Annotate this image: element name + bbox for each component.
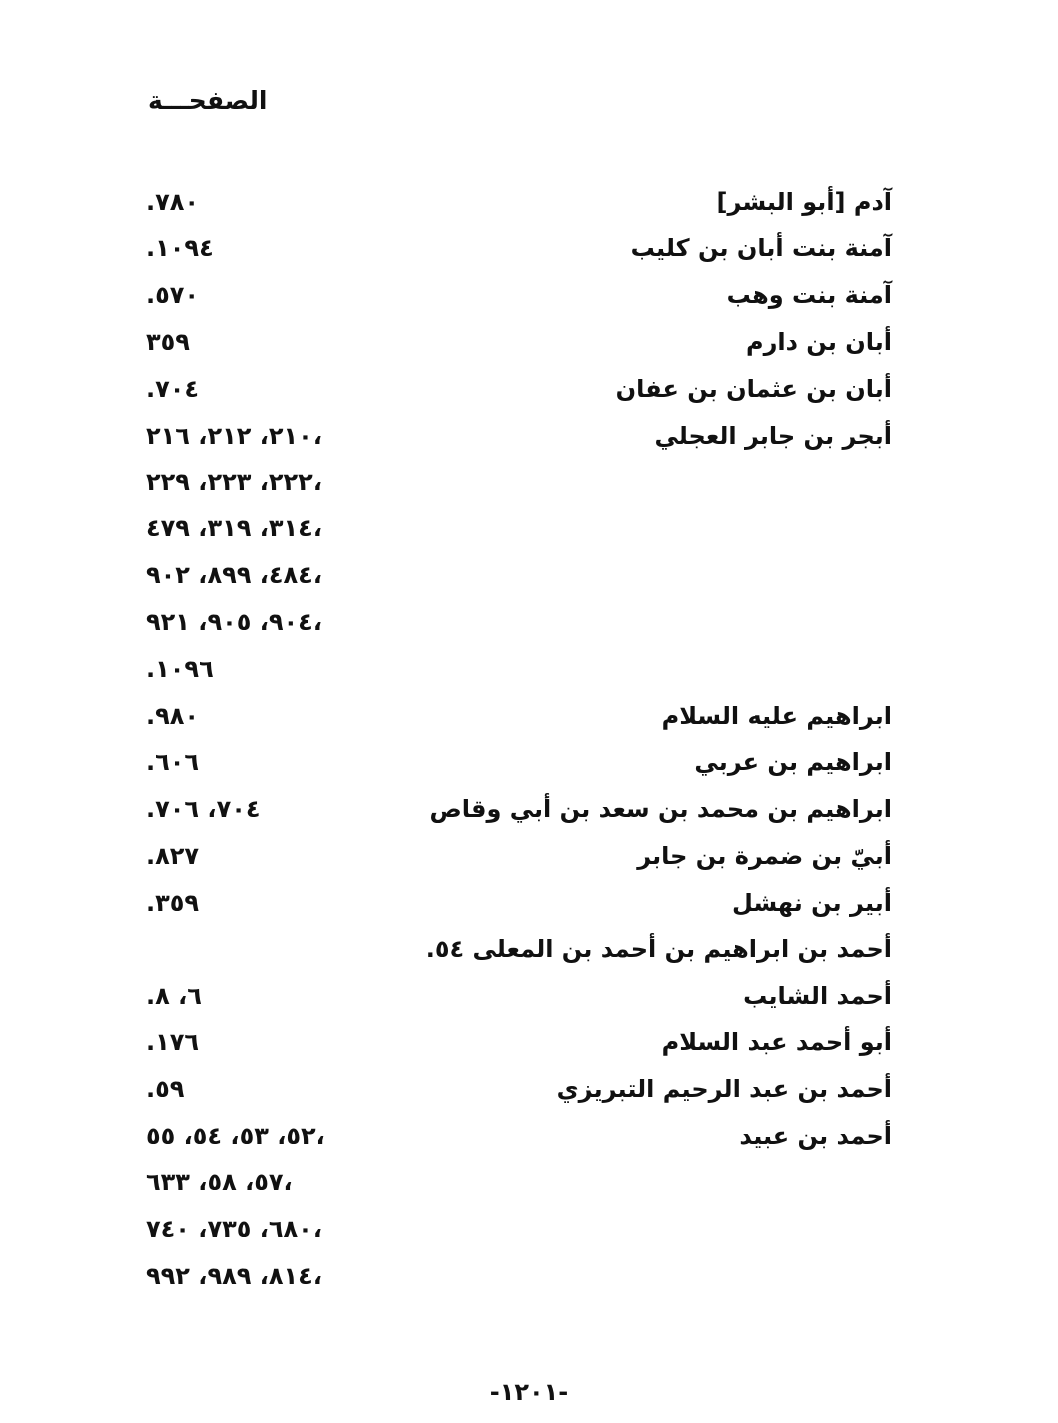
entry-pages: .٧٠٤ xyxy=(146,375,200,403)
entry-name: أبير بن نهشل xyxy=(732,889,892,917)
entry-pages: ٩٠٤، ٩٠٥، ٩٢١، xyxy=(146,608,322,636)
entry-name: ابراهيم بن عربي xyxy=(694,748,892,776)
entry-pages: .٦، ٨ xyxy=(146,982,202,1010)
entry-name: آمنة بنت أبان بن كليب xyxy=(630,234,892,262)
entry-pages: .٥٧٠ xyxy=(146,281,200,309)
entry-pages: ٣١٤، ٣١٩، ٤٧٩، xyxy=(146,514,322,542)
entry-name: أبان بن دارم xyxy=(745,328,892,356)
entry-pages: ٤٨٤، ٨٩٩، ٩٠٢، xyxy=(146,561,322,589)
page-column-header: الصفحـــة xyxy=(148,86,268,115)
entry-pages: ٥٢، ٥٣، ٥٤، ٥٥، xyxy=(146,1122,325,1150)
entry-pages: .٣٥٩ xyxy=(146,889,200,917)
entry-pages: .٦٠٦ xyxy=(146,748,200,776)
entry-name: أحمد بن ابراهيم بن أحمد بن المعلى ٥٤. xyxy=(425,935,892,963)
entry-pages: .٥٩ xyxy=(146,1075,185,1103)
entry-name: أحمد الشايب xyxy=(743,982,892,1010)
entry-pages: .٧٨٠ xyxy=(146,188,200,216)
entry-name: أبجر بن جابر العجلي xyxy=(654,422,892,450)
entry-pages: ٣٥٩ xyxy=(146,328,190,356)
entry-name: ابراهيم بن محمد بن سعد بن أبي وقاص xyxy=(429,795,892,823)
entry-pages: ٦٨٠، ٧٣٥، ٧٤٠، xyxy=(146,1215,322,1243)
entry-name: أحمد بن عبيد xyxy=(739,1122,892,1150)
entry-pages: .٧٠٤، ٧٠٦ xyxy=(146,795,261,823)
entry-name: أبان بن عثمان بن عفان xyxy=(615,375,892,403)
entry-name: آدم [أبو البشر] xyxy=(716,188,892,216)
entry-pages: ٢٢٢، ٢٢٣، ٢٢٩، xyxy=(146,468,322,496)
entry-pages: .١٠٩٦ xyxy=(146,655,214,683)
page-number: -١٢٠١- xyxy=(489,1378,569,1406)
entry-name: أحمد بن عبد الرحيم التبريزي xyxy=(556,1075,892,1103)
entry-name: ابراهيم عليه السلام xyxy=(661,702,892,730)
entry-pages: ٢١٠، ٢١٢، ٢١٦، xyxy=(146,422,322,450)
entry-name: أبيّ بن ضمرة بن جابر xyxy=(637,842,892,870)
entry-pages: ٨١٤، ٩٨٩، ٩٩٢، xyxy=(146,1262,322,1290)
entry-name: أبو أحمد عبد السلام xyxy=(661,1028,892,1056)
entry-name: آمنة بنت وهب xyxy=(726,281,892,309)
entry-pages: ٥٧، ٥٨، ٦٣٣، xyxy=(146,1168,293,1196)
entry-pages: .٩٨٠ xyxy=(146,702,200,730)
entry-pages: .٨٢٧ xyxy=(146,842,200,870)
entry-pages: .١٠٩٤ xyxy=(146,234,214,262)
entry-pages: .١٧٦ xyxy=(146,1028,200,1056)
